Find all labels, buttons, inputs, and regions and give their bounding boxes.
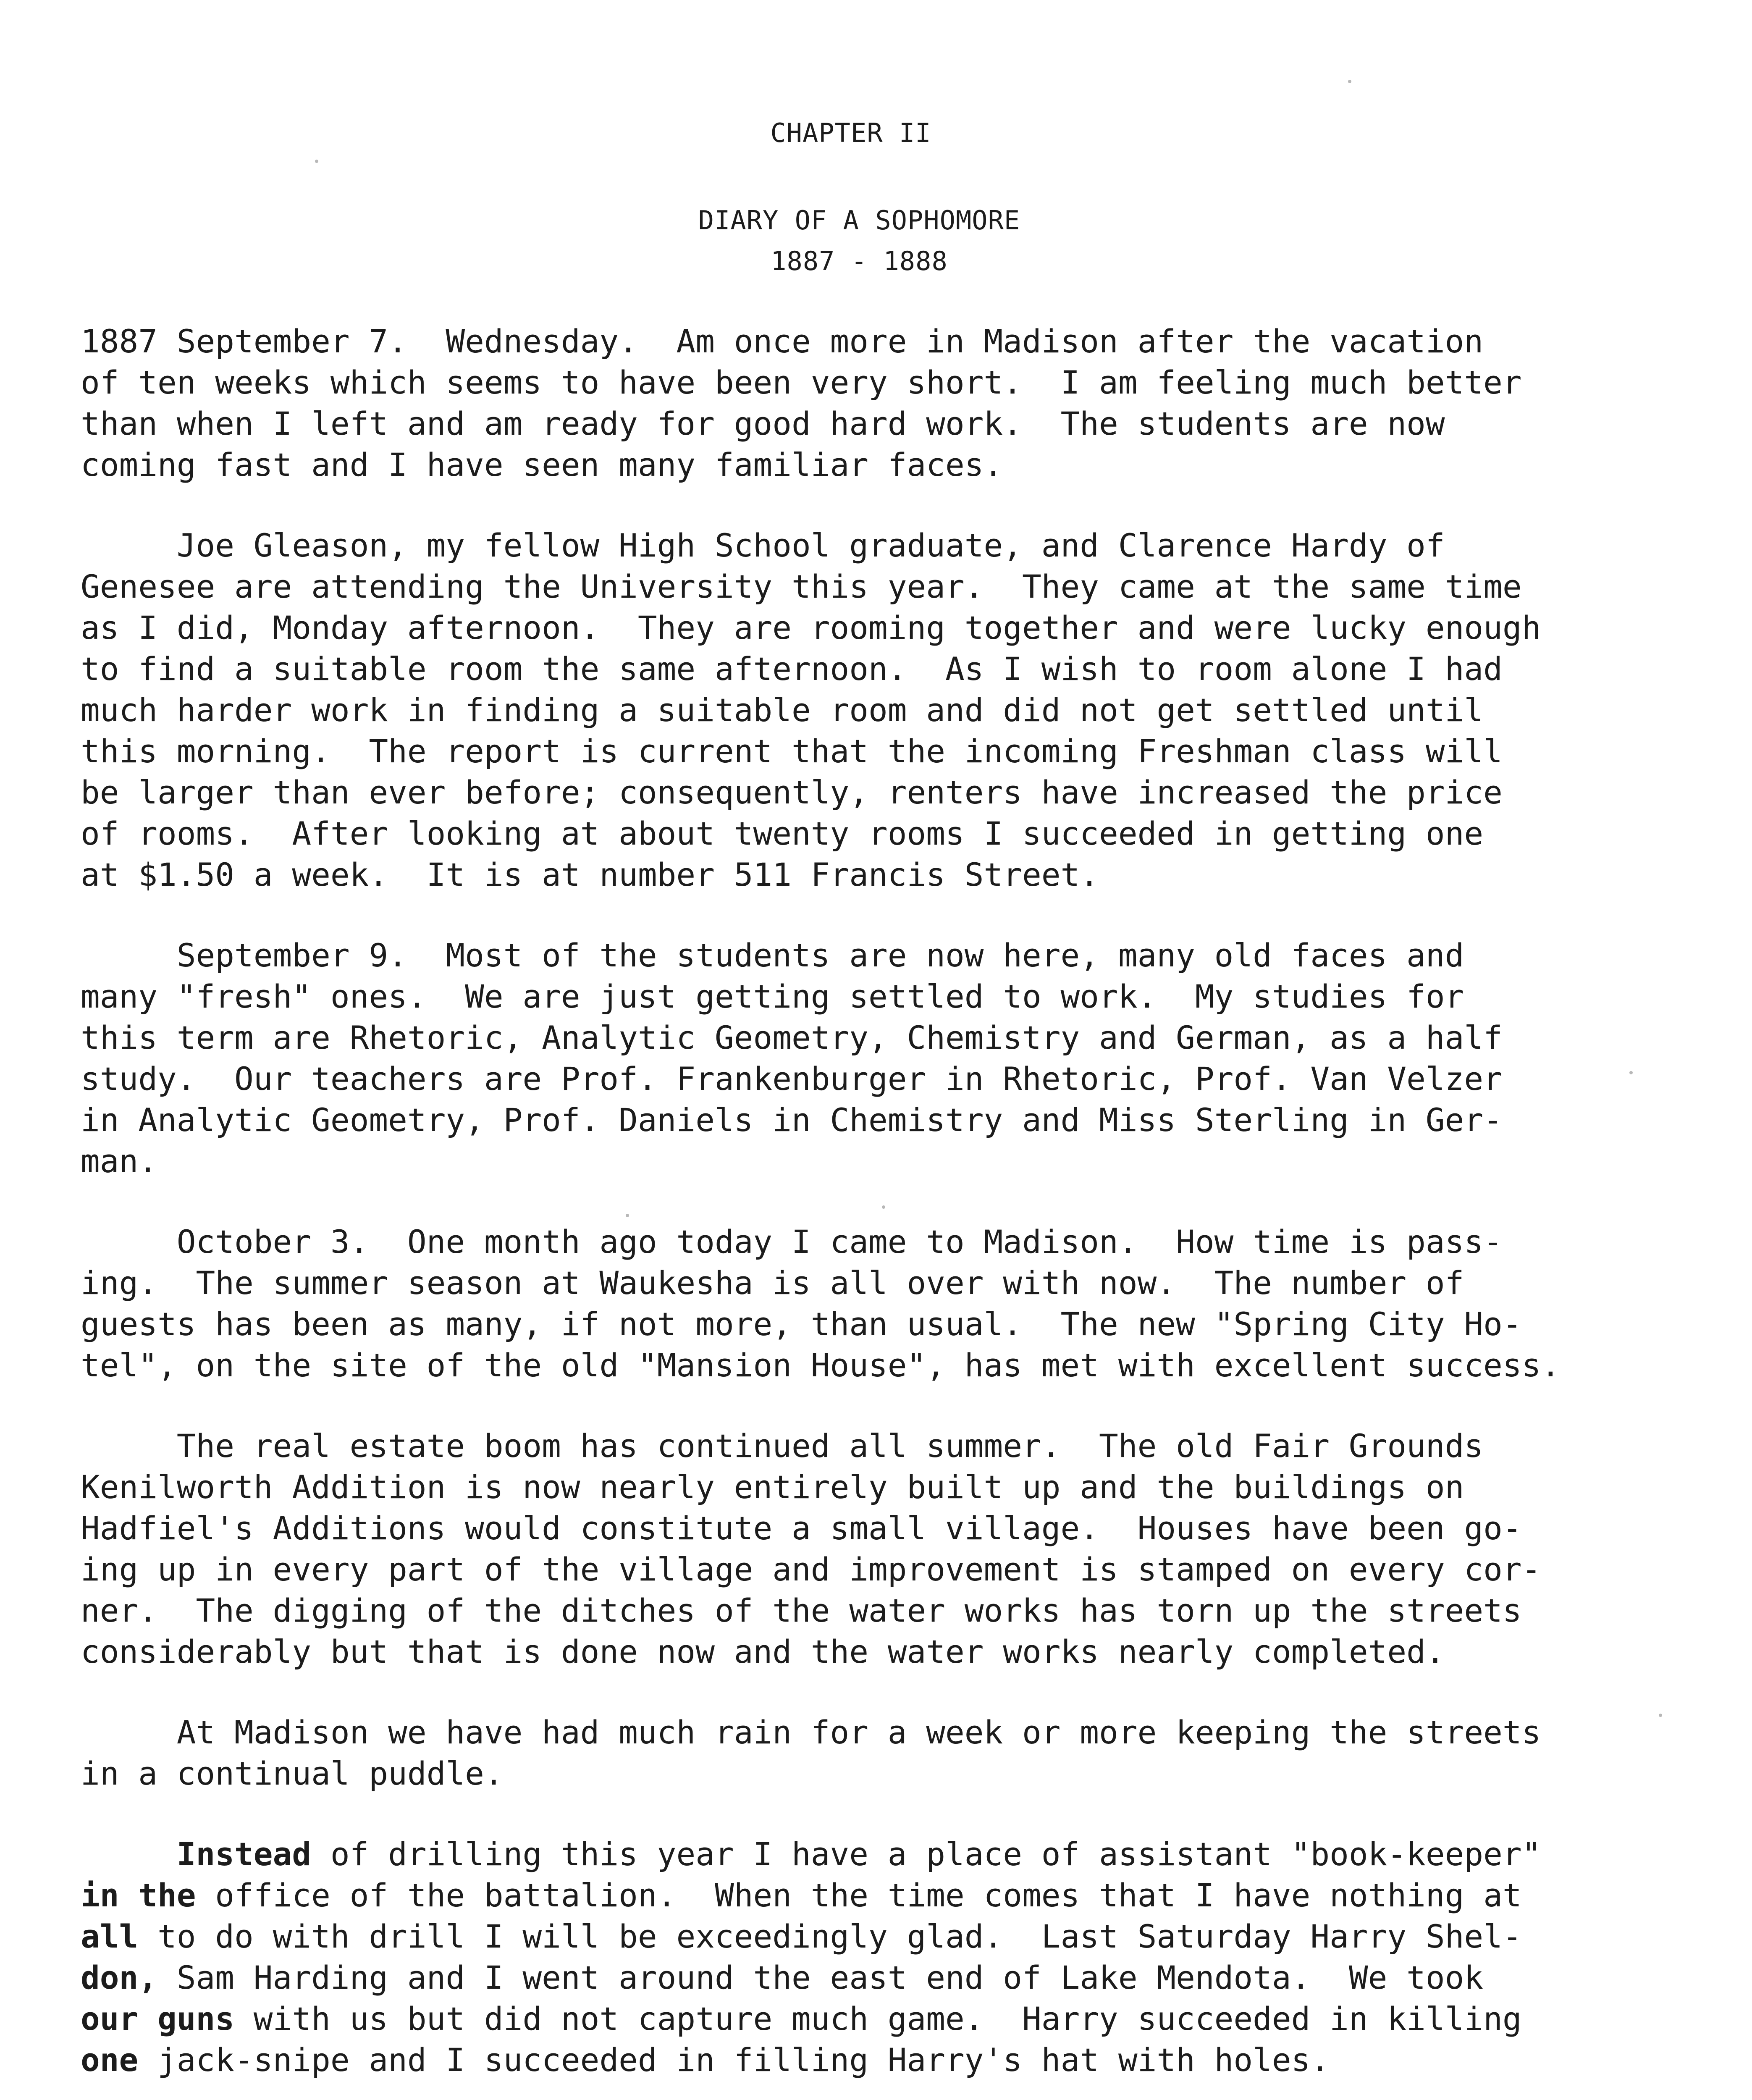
text-line: as I did, Monday afternoon. They are rooming together and were lucky enough [81,609,1541,646]
scan-speck [1629,1071,1633,1074]
text-line: this morning. The report is current that the incoming Freshman class will [81,732,1503,770]
text-line: at $1.50 a week. It is at number 511 Francis Street. [81,856,1099,893]
text-line: Hadfiel's Additions would constitute a small village. Houses have been go- [81,1509,1522,1547]
text-line: of rooms. After looking at about twenty rooms I succeeded in getting one [81,815,1484,852]
text-line: September 9. Most of the students are now here, many old faces and [81,937,1464,974]
text-line: Joe Gleason, my fellow High School graduate, and Clarence Hardy of [81,527,1445,564]
text-line: be larger than ever before; consequently, renters have increased the price [81,774,1503,811]
text-line: study. Our teachers are Prof. Frankenburger in Rhetoric, Prof. Van Velzer [81,1060,1503,1097]
chapter-heading: CHAPTER II [770,118,931,148]
text-line: one jack-snipe and I succeeded in filling Harry's hat with holes. [81,2041,1330,2079]
text-line: much harder work in finding a suitable room and did not get settled until [81,691,1484,729]
scan-speck [626,1214,629,1217]
text-line: our guns with us but did not capture much game. Harry succeeded in killing [81,2000,1522,2037]
text-line: coming fast and I have seen many familiar faces. [81,446,1003,483]
text-line: ner. The digging of the ditches of the water works has torn up the streets [81,1592,1522,1629]
text-line: considerably but that is done now and the water works nearly completed. [81,1633,1445,1670]
text-line: in a continual puddle. [81,1755,504,1792]
text-line: don, Sam Harding and I went around the east end of Lake Mendota. We took [81,1959,1484,1996]
text-line: The real estate boom has continued all summer. The old Fair Grounds [81,1427,1484,1465]
text-line: Instead of drilling this year I have a place of assistant "book-keeper" [81,1835,1541,1873]
text-line: of ten weeks which seems to have been very short. I am feeling much better [81,364,1522,401]
text-line: Kenilworth Addition is now nearly entirely built up and the buildings on [81,1468,1464,1506]
text-line: ing up in every part of the village and improvement is stamped on every cor- [81,1551,1541,1588]
text-line: than when I left and am ready for good hard work. The students are now [81,405,1445,442]
text-line: all to do with drill I will be exceedingly glad. Last Saturday Harry Shel- [81,1918,1522,1955]
text-line: At Madison we have had much rain for a week or more keeping the streets [81,1714,1541,1751]
text-line: Genesee are attending the University this year. They came at the same time [81,568,1522,605]
text-line: this term are Rhetoric, Analytic Geometry, Chemistry and German, as a half [81,1019,1503,1056]
text-line: ing. The summer season at Waukesha is all over with now. The number of [81,1264,1464,1302]
text-line: man. [81,1142,158,1180]
scan-speck [1659,1714,1662,1717]
scan-speck [882,1205,885,1209]
diary-title: DIARY OF A SOPHOMORE [698,205,1020,236]
text-line: 1887 September 7. Wednesday. Am once more in Madison after the vacation [81,323,1484,360]
text-line: tel", on the site of the old "Mansion House", has met with excellent success. [81,1347,1561,1384]
scan-speck [315,160,318,163]
text-line: in Analytic Geometry, Prof. Daniels in Chemistry and Miss Sterling in Ger- [81,1101,1503,1139]
text-line: guests has been as many, if not more, than usual. The new "Spring City Ho- [81,1305,1522,1343]
text-line: many "fresh" ones. We are just getting settled to work. My studies for [81,978,1464,1015]
scan-speck [1348,80,1351,83]
diary-years: 1887 - 1888 [771,246,948,276]
text-line: in the office of the battalion. When the time comes that I have nothing at [81,1877,1522,1914]
text-line: to find a suitable room the same afternoon. As I wish to room alone I had [81,650,1503,688]
text-line: October 3. One month ago today I came to Madison. How time is pass- [81,1223,1503,1260]
